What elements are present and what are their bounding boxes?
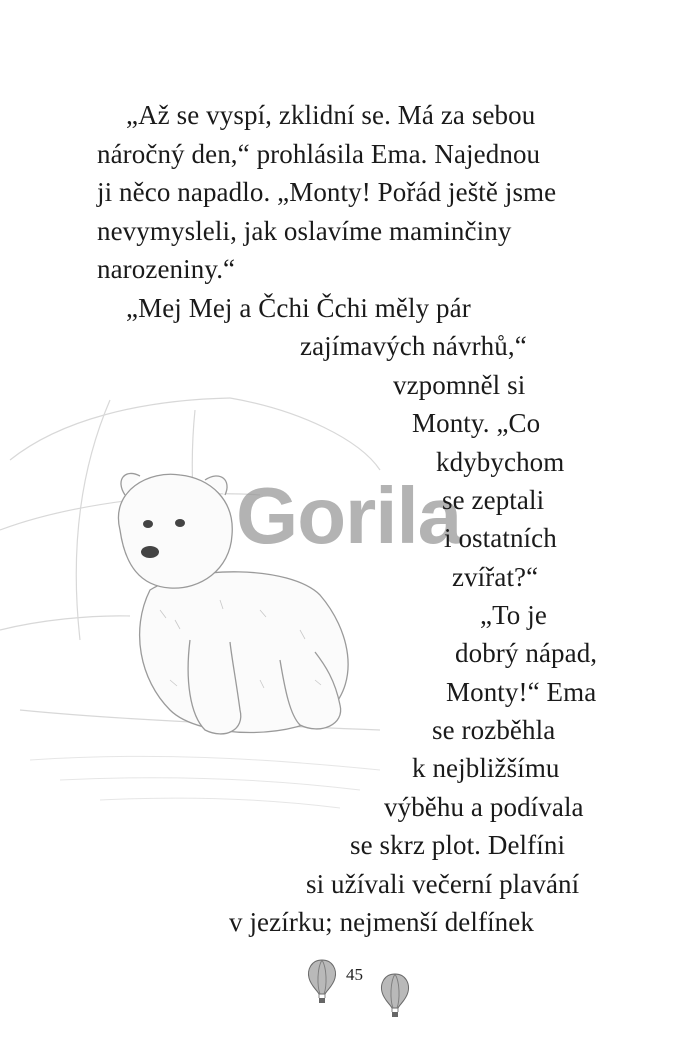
text-line: se zeptali (442, 485, 545, 515)
text-line: k nejbližšímu (412, 753, 560, 783)
polar-bear-illustration (0, 380, 700, 830)
text-line: ji něco napadlo. „Monty! Pořád ještě jsme (97, 177, 557, 207)
text-line: kdybychom (436, 447, 565, 477)
text-line: Monty. „Co (412, 408, 541, 438)
text-line: si užívali večerní plavání (306, 869, 580, 899)
text-line: narozeniny.“ (97, 254, 236, 284)
text-line: „Až se vyspí, zklidní se. Má za sebou (126, 100, 536, 130)
hot-air-balloon-icon (379, 972, 411, 1022)
text-line: výběhu a podívala (384, 792, 584, 822)
text-line: Monty!“ Ema (446, 677, 597, 707)
text-line: nevymysleli, jak oslavíme maminčiny (97, 216, 512, 246)
text-line: zvířat?“ (452, 562, 539, 592)
text-line: se skrz plot. Delfíni (350, 830, 566, 860)
gorila-watermark: Gorila (236, 471, 462, 560)
text-line: dobrý nápad, (455, 638, 598, 668)
text-line: vzpomněl si (393, 370, 526, 400)
text-line: „Mej Mej a Čchi Čchi měly pár (126, 293, 471, 323)
text-line: se rozběhla (432, 715, 556, 745)
hot-air-balloon-icon (306, 958, 338, 1008)
ground-shading (30, 756, 380, 808)
text-line: zajímavých návrhů,“ (300, 331, 527, 361)
text-line: i ostatních (444, 523, 557, 553)
page-number: 45 (346, 965, 363, 984)
text-line: „To je (480, 600, 547, 630)
text-line: v jezírku; nejmenší delfínek (229, 907, 534, 937)
text-line: náročný den,“ prohlásila Ema. Najednou (97, 139, 541, 169)
